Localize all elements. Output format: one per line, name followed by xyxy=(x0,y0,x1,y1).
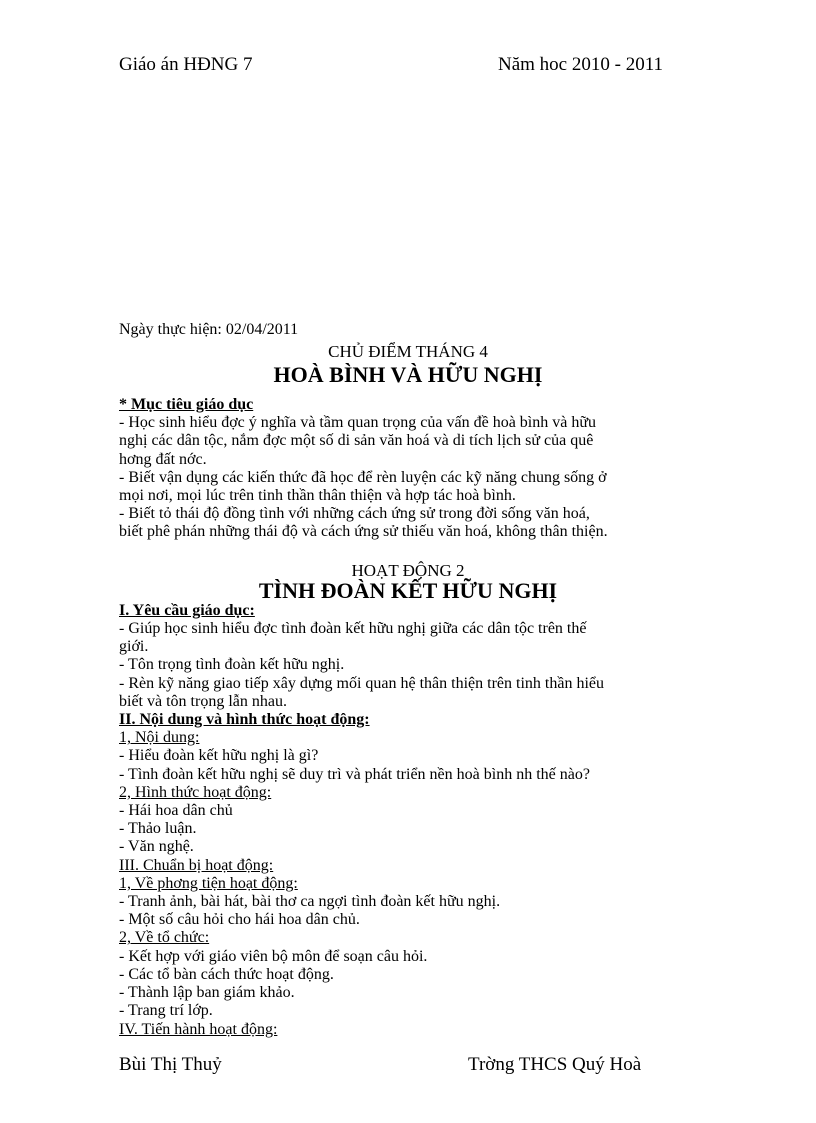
section4-heading: IV. Tiến hành hoạt động: xyxy=(119,1020,278,1038)
goals-line: biết phê phán những thái độ và cách ứng sử thiếu văn hoá, không thân thiện. xyxy=(119,523,608,541)
section3-sub2-line: - Các tổ bàn cách thức hoạt động. xyxy=(119,965,334,983)
document-body xyxy=(119,396,719,1039)
section3-sub2-line: - Thành lập ban giám khảo. xyxy=(119,984,295,1002)
section1-line: - Giúp học sinh hiểu đợc tình đoàn kết hữu nghị giữa các dân tộc trên thế xyxy=(119,620,587,638)
activity-label: HOẠT ĐỘNG 2 xyxy=(351,560,465,580)
goals-line: - Học sinh hiểu đợc ý nghĩa và tầm quan trọng của vấn đề hoà bình và hữu xyxy=(119,414,597,432)
footer-right: Trờng THCS Quý Hoà xyxy=(468,1054,642,1075)
section2-sub1-line: - Hiểu đoàn kết hữu nghị là gì? xyxy=(119,747,319,765)
section2-sub2-line: - Thảo luận. xyxy=(119,820,197,838)
section1-heading: I. Yêu cầu giáo dục: xyxy=(119,601,255,619)
section2-sub1-line: - Tình đoàn kết hữu nghị sẽ duy trì và phát triển nền hoà bình nh thế nào? xyxy=(119,765,590,783)
header-right: Năm hoc 2010 - 2011 xyxy=(498,54,663,75)
section1-line: giới. xyxy=(119,638,149,656)
goals-line: nghị các dân tộc, nắm đợc một số di sản văn hoá và di tích lịch sử của quê xyxy=(119,432,594,450)
section2-heading: II. Nội dung và hình thức hoạt động: xyxy=(119,711,370,729)
section2-sub1: 1, Nội dung: xyxy=(119,729,200,747)
goals-line: - Biết tỏ thái độ đồng tình với những cách ứng sử trong đời sống văn hoá, xyxy=(119,505,590,523)
theme-month: CHỦ ĐIỂM THÁNG 4 xyxy=(328,342,488,361)
footer-left: Bùi Thị Thuỷ xyxy=(119,1054,222,1075)
section3-sub1-line: - Tranh ảnh, bài hát, bài thơ ca ngợi tình đoàn kết hữu nghị. xyxy=(119,893,501,911)
date-line: Ngày thực hiện: 02/04/2011 xyxy=(119,321,299,338)
section3-heading: III. Chuẩn bị hoạt động: xyxy=(119,856,274,874)
section3-sub2: 2, Về tổ chức: xyxy=(119,929,210,947)
section2-sub2: 2, Hình thức hoạt động: xyxy=(119,783,272,801)
activity-title: TÌNH ĐOÀN KẾT HỮU NGHỊ xyxy=(258,577,558,603)
section2-sub2-line: - Hái hoa dân chủ xyxy=(119,802,233,820)
section1-line: biết và tôn trọng lẫn nhau. xyxy=(119,692,287,710)
section1-line: - Tôn trọng tình đoàn kết hữu nghị. xyxy=(119,656,345,674)
section1-line: - Rèn kỹ năng giao tiếp xây dựng mối quan hệ thân thiện trên tinh thần hiểu xyxy=(119,674,605,692)
theme-title: HOÀ BÌNH VÀ HỮU NGHỊ xyxy=(273,362,543,387)
section2-sub2-line: - Văn nghệ. xyxy=(119,838,194,856)
goals-line: - Biết vận dụng các kiến thức đã học để rèn luyện các kỹ năng chung sống ở xyxy=(119,468,607,486)
section3-sub2-line: - Trang trí lớp. xyxy=(119,1002,213,1020)
goals-line: mọi nơi, mọi lúc trên tinh thần thân thiện và hợp tác hoà bình. xyxy=(119,487,516,505)
goals-heading: * Mục tiêu giáo dục xyxy=(119,396,254,413)
section3-sub1: 1, Về phơng tiện hoạt động: xyxy=(119,874,298,892)
goals-line: hơng đất nớc. xyxy=(119,450,207,468)
section3-sub1-line: - Một số câu hỏi cho hái hoa dân chủ. xyxy=(119,911,360,929)
section3-sub2-line: - Kết hợp với giáo viên bộ môn để soạn câu hỏi. xyxy=(119,947,428,965)
header-left: Giáo án HĐNG 7 xyxy=(119,54,253,75)
